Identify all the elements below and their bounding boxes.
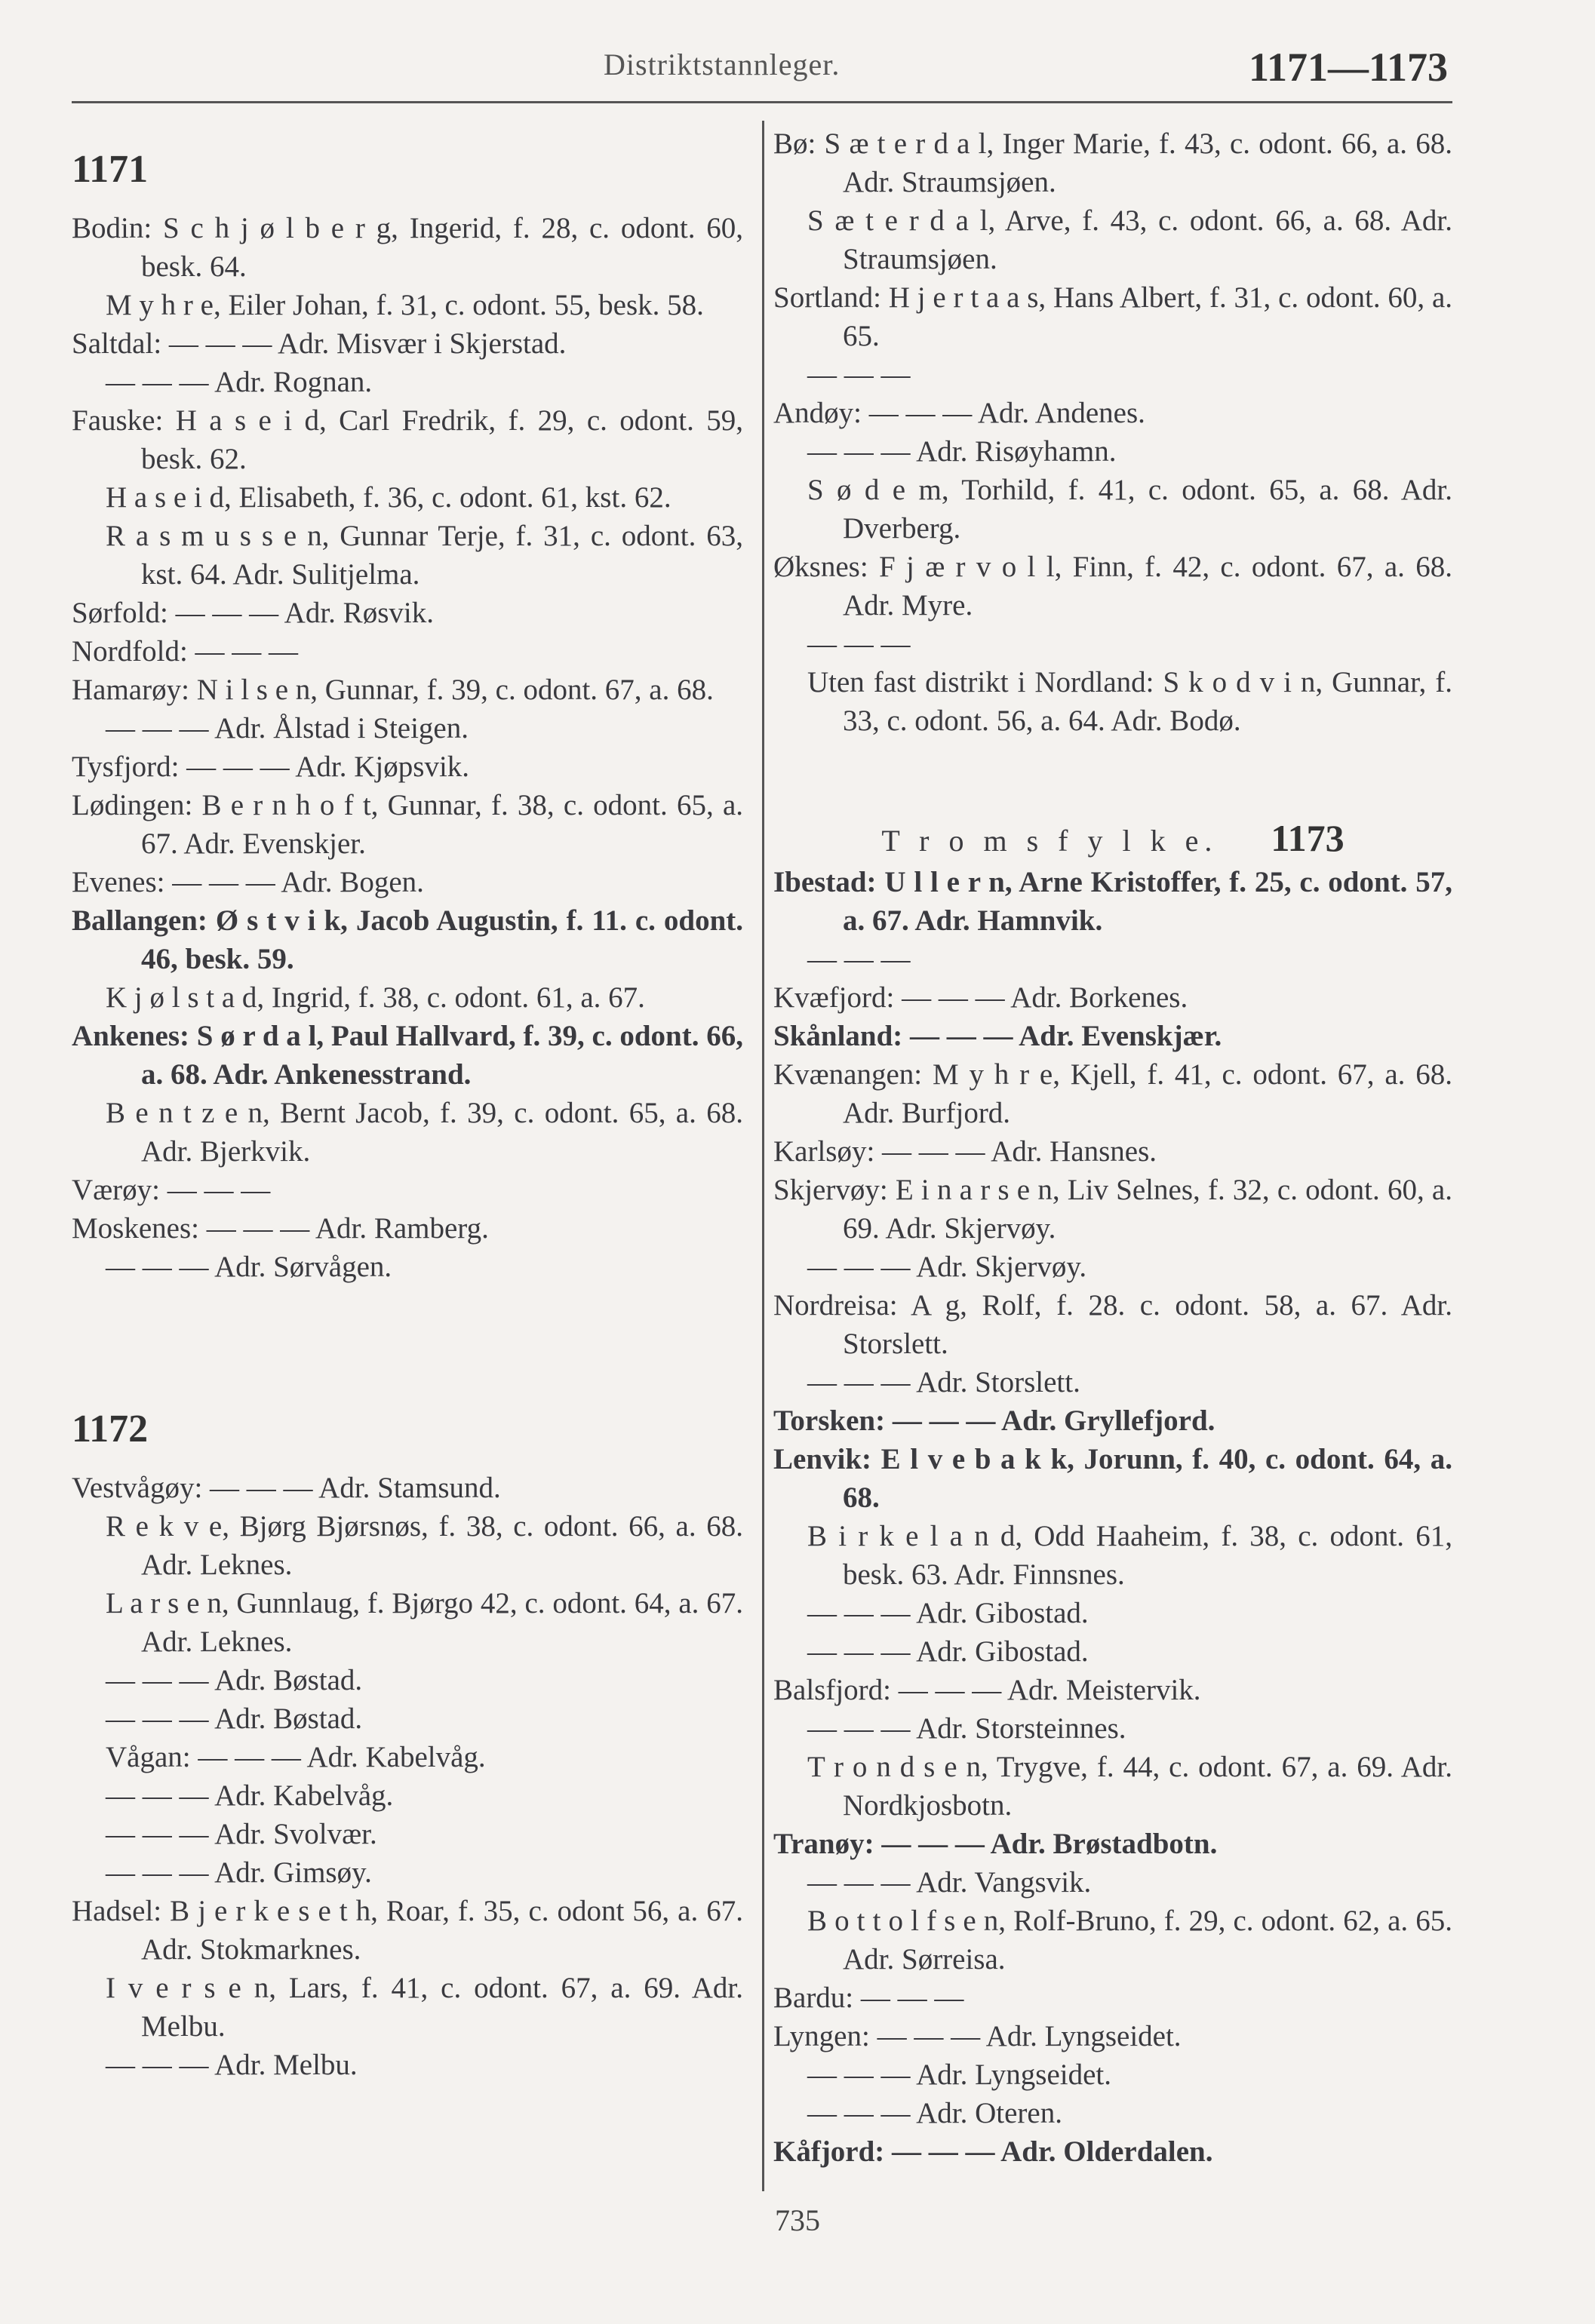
entry: S ø d e m, Torhild, f. 41, c. odont. 65, a. 68. Adr. Dverberg. — [807, 474, 1452, 545]
entry: — — — Adr. Rognan. — [106, 366, 373, 398]
entry: — — — Adr. Oteren. — [807, 2097, 1062, 2129]
right-column — [773, 124, 1452, 2171]
entry: Torsken: — — — Adr. Gryllefjord. — [773, 1405, 1215, 1437]
entry: Hamarøy: N i l s e n, Gunnar, f. 39, c. odont. 67, a. 68. — [72, 674, 714, 706]
entry: Ibestad: U l l e r n, Arne Kristoffer, f. 25, c. odont. 57, a. 67. Adr. Hamnvik. — [773, 866, 1452, 937]
entry: — — — Adr. Ålstad i Steigen. — [106, 712, 469, 744]
spacer — [773, 740, 1452, 819]
entry: — — — Adr. Bøstad. — [106, 1664, 363, 1696]
entry: Sørfold: — — — Adr. Røsvik. — [72, 597, 434, 629]
entry: Nordfold: — — — — [72, 635, 299, 668]
entry: Andøy: — — — Adr. Andenes. — [773, 397, 1145, 429]
entry: — — — Adr. Storslett. — [807, 1366, 1080, 1398]
entry: Balsfjord: — — — Adr. Meistervik. — [773, 1674, 1201, 1706]
entry: Kvæfjord: — — — Adr. Borkenes. — [773, 981, 1188, 1014]
entry: — — — Adr. Gibostad. — [807, 1635, 1089, 1668]
header-rule — [72, 101, 1452, 103]
entry: — — — Adr. Storsteinnes. — [807, 1712, 1126, 1745]
column-rule — [762, 121, 764, 2191]
section-title: T r o m s f y l k e. — [881, 824, 1219, 858]
entry: Moskenes: — — — Adr. Ramberg. — [72, 1212, 489, 1245]
entry: Sortland: H j e r t a a s, Hans Albert, f. 31, c. odont. 60, a. 65. — [773, 281, 1452, 352]
entry: Vestvågøy: — — — Adr. Stamsund. — [72, 1472, 501, 1504]
entry: — — — Adr. Risøyhamn. — [807, 435, 1117, 468]
entry: Bodin: S c h j ø l b e r g, Ingerid, f. 28, c. odont. 60, besk. 64. — [72, 212, 743, 283]
entry: — — — Adr. Bøstad. — [106, 1702, 363, 1735]
entry: B o t t o l f s e n, Rolf-Bruno, f. 29, c. odont. 62, a. 65. Adr. Sørreisa. — [807, 1905, 1452, 1976]
entry: — — — Adr. Svolvær. — [106, 1818, 377, 1850]
entry: Tysfjord: — — — Adr. Kjøpsvik. — [72, 751, 470, 783]
entry: — — — Adr. Melbu. — [106, 2049, 358, 2081]
entry: — — — Adr. Kabelvåg. — [106, 1779, 394, 1812]
running-head: Distriktstannleger. — [604, 48, 841, 81]
entry: Øksnes: F j æ r v o l l, Finn, f. 42, c. odont. 67, a. 68. Adr. Myre. — [773, 551, 1452, 622]
entry: — — — Adr. Skjervøy. — [807, 1251, 1087, 1283]
entry: Evenes: — — — Adr. Bogen. — [72, 866, 424, 898]
entry: — — — — [807, 943, 911, 975]
section-heading-1173 — [773, 819, 1452, 860]
entry: R e k v e, Bjørg Bjørsnøs, f. 38, c. odont. 66, a. 68. Adr. Leknes. — [106, 1510, 743, 1581]
entry: — — — — [807, 358, 911, 391]
entry: K j ø l s t a d, Ingrid, f. 38, c. odont. 61, a. 67. — [106, 981, 645, 1014]
entry: Tranøy: — — — Adr. Brøstadbotn. — [773, 1828, 1218, 1860]
entry: — — — — [807, 628, 911, 660]
section-number-1172: 1172 — [72, 1408, 149, 1451]
page-number: 735 — [775, 2203, 820, 2237]
spacer — [72, 1286, 743, 1384]
entry: — — — Adr. Gibostad. — [807, 1597, 1089, 1629]
entry: Karlsøy: — — — Adr. Hansnes. — [773, 1135, 1157, 1168]
page-range: 1171—1173 — [1248, 45, 1448, 90]
entry: Nordreisa: A g, Rolf, f. 28. c. odont. 58, a. 67. Adr. Storslett. — [773, 1289, 1452, 1360]
entry: Hadsel: B j e r k e s e t h, Roar, f. 35, c. odont 56, a. 67. Adr. Stokmarknes. — [72, 1895, 743, 1966]
entry: B e n t z e n, Bernt Jacob, f. 39, c. odont. 65, a. 68. Adr. Bjerkvik. — [106, 1097, 743, 1168]
left-column — [72, 124, 743, 2084]
entry: Skjervøy: E i n a r s e n, Liv Selnes, f. 32, c. odont. 60, a. 69. Adr. Skjervøy. — [773, 1174, 1452, 1245]
entry: Ankenes: S ø r d a l, Paul Hallvard, f. 39, c. odont. 66, a. 68. Adr. Ankenesstrand. — [72, 1020, 743, 1091]
entry: B i r k e l a n d, Odd Haaheim, f. 38, c. odont. 61, besk. 63. Adr. Finnsnes. — [807, 1520, 1452, 1591]
entry: R a s m u s s e n, Gunnar Terje, f. 31, c. odont. 63, kst. 64. Adr. Sulitjelma. — [106, 520, 743, 591]
entry: Kåfjord: — — — Adr. Olderdalen. — [773, 2135, 1213, 2168]
entry: T r o n d s e n, Trygve, f. 44, c. odont. 67, a. 69. Adr. Nordkjosbotn. — [807, 1751, 1452, 1822]
section-number-1173: 1173 — [1271, 817, 1345, 859]
entry: Lødingen: B e r n h o f t, Gunnar, f. 38, c. odont. 65, a. 67. Adr. Evenskjer. — [72, 789, 743, 860]
entry: Ballangen: Ø s t v i k, Jacob Augustin, f. 11. c. odont. 46, besk. 59. — [72, 904, 743, 975]
entry: Fauske: H a s e i d, Carl Fredrik, f. 29, c. odont. 59, besk. 62. — [72, 404, 743, 475]
entry: Vågan: — — — Adr. Kabelvåg. — [106, 1741, 486, 1773]
entry: — — — Adr. Vangsvik. — [807, 1866, 1092, 1899]
entry: Skånland: — — — Adr. Evenskjær. — [773, 1020, 1222, 1052]
entry: Bardu: — — — — [773, 1982, 964, 2014]
entry: — — — Adr. Sørvågen. — [106, 1251, 392, 1283]
entry: Værøy: — — — — [72, 1174, 271, 1206]
entry: S æ t e r d a l, Arve, f. 43, c. odont. 66, a. 68. Adr. Straumsjøen. — [807, 204, 1452, 275]
entry: Lenvik: E l v e b a k k, Jorunn, f. 40, c. odont. 64, a. 68. — [773, 1443, 1452, 1514]
entry: L a r s e n, Gunnlaug, f. Bjørgo 42, c. odont. 64, a. 67. Adr. Leknes. — [106, 1587, 743, 1658]
entry: Kvænangen: M y h r e, Kjell, f. 41, c. odont. 67, a. 68. Adr. Burfjord. — [773, 1058, 1452, 1129]
entry: Bø: S æ t e r d a l, Inger Marie, f. 43, c. odont. 66, a. 68. Adr. Straumsjøen. — [773, 127, 1452, 198]
entry: Saltdal: — — — Adr. Misvær i Skjerstad. — [72, 327, 567, 360]
entry: — — — Adr. Lyngseidet. — [807, 2058, 1111, 2091]
entry: H a s e i d, Elisabeth, f. 36, c. odont. 61, kst. 62. — [106, 481, 671, 514]
entry: M y h r e, Eiler Johan, f. 31, c. odont. 55, besk. 58. — [106, 289, 704, 321]
entry: Lyngen: — — — Adr. Lyngseidet. — [773, 2020, 1182, 2052]
entry: — — — Adr. Gimsøy. — [106, 1856, 372, 1889]
entry: I v e r s e n, Lars, f. 41, c. odont. 67, a. 69. Adr. Melbu. — [106, 1972, 743, 2043]
entry: Uten fast distrikt i Nordland: S k o d v i n, Gunnar, f. 33, c. odont. 56, a. 64. Adr. Bodø. — [807, 666, 1452, 737]
section-number-1171: 1171 — [72, 148, 149, 191]
